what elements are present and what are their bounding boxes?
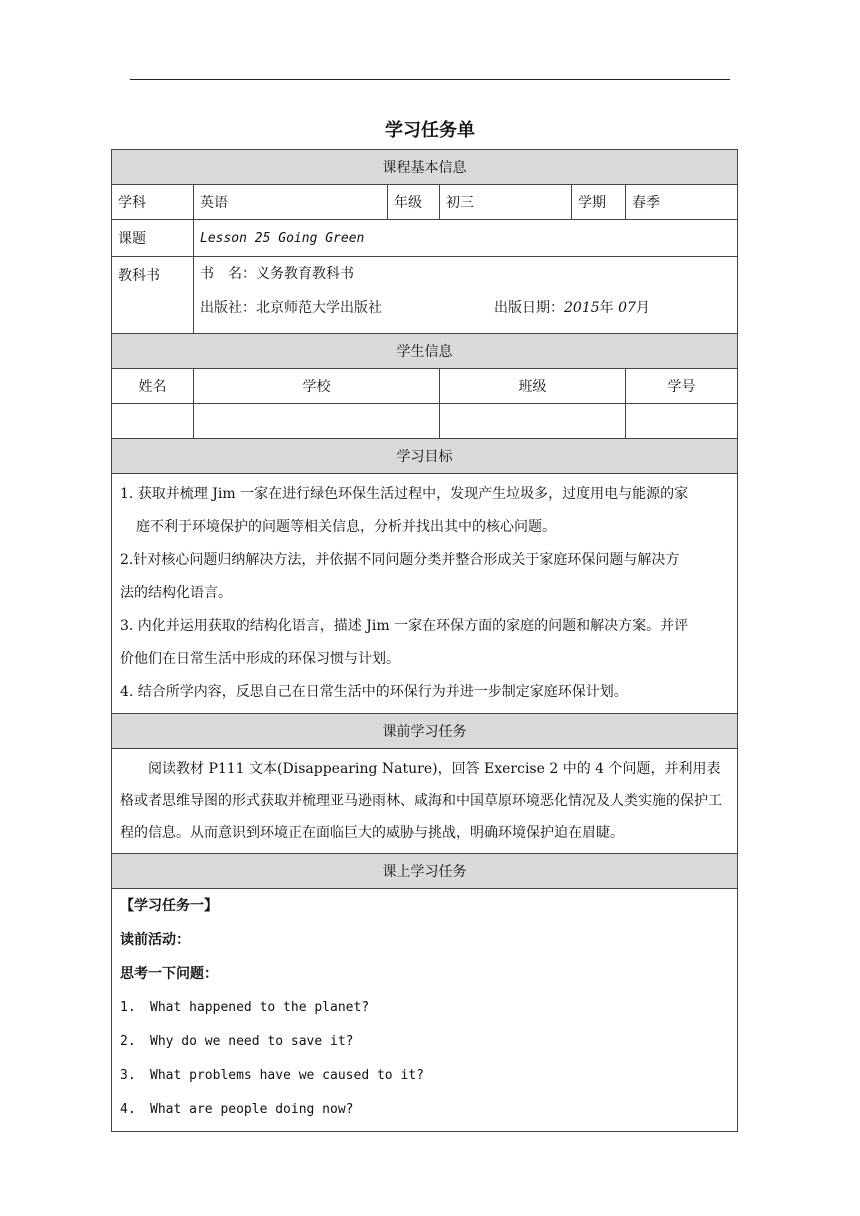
term-value: 春季 (626, 185, 738, 220)
grade-value: 初三 (440, 185, 572, 220)
section-student-info: 学生信息 (112, 334, 738, 369)
pub-date-label: 出版日期： (494, 300, 564, 316)
student-class-field[interactable] (440, 404, 626, 439)
month-unit: 月 (635, 300, 650, 316)
objectives-header-row (112, 439, 738, 474)
publisher: 北京师范大学出版社 (256, 300, 382, 316)
topic-row (112, 220, 738, 257)
publisher-label: 出版社： (200, 300, 256, 316)
topic-label: 课题 (112, 220, 194, 257)
subject-value: 英语 (194, 185, 388, 220)
student-school-header: 学校 (194, 369, 440, 404)
student-id-header: 学号 (626, 369, 738, 404)
pre-reading-label: 读前活动： (120, 932, 190, 948)
objectives-cell (112, 474, 738, 714)
student-school-field[interactable] (194, 404, 440, 439)
in-class-header-row (112, 854, 738, 889)
task-sheet-table (111, 149, 738, 1132)
pre-class-text: 阅读教材 P111 文本(Disappearing Nature)，回答 Exercise 2 中的 4 个问题，并利用表格或者思维导图的形式获取并梳理亚马逊雨林、咸海和中国草原环境恶化情况及人类实施的保护工程的信息。从而意识到环境正在面临巨大的威胁与挑战，明确环境保护迫在眉睫。 (120, 761, 722, 841)
textbook-details (194, 257, 738, 334)
book-name-line (200, 265, 731, 299)
question-item: 3. What problems have we caused to it? (120, 1068, 424, 1083)
section-in-class: 课上学习任务 (112, 854, 738, 889)
student-entry-row (112, 404, 738, 439)
pub-year: 2015 (564, 300, 600, 316)
objective-4: 4. 结合所学内容，反思自己在日常生活中的环保行为并进一步制定家庭环保计划。 (120, 684, 628, 700)
book-name: 义务教育教科书 (256, 266, 354, 282)
in-class-cell (112, 889, 738, 1132)
section-pre-class: 课前学习任务 (112, 714, 738, 749)
term-label: 学期 (572, 185, 626, 220)
pre-class-cell (112, 749, 738, 854)
publisher-line (200, 299, 731, 333)
publication-date (494, 299, 650, 317)
grade-label: 年级 (388, 185, 440, 220)
student-info-header-row (112, 334, 738, 369)
section-course-info: 课程基本信息 (112, 150, 738, 185)
in-class-row (112, 889, 738, 1132)
student-id-field[interactable] (626, 404, 738, 439)
objective-1: 1. 获取并梳理 Jim 一家在进行绿色环保生活过程中，发现产生垃圾多，过度用电与能源的家 庭不利于环境保护的问题等相关信息，分析并找出其中的核心问题。 (120, 486, 689, 535)
objective-2: 2.针对核心问题归纳解决方法，并依据不同问题分类并整合形成关于家庭环保问题与解决方 法的结构化语言。 (120, 552, 680, 601)
think-prompt: 思考一下问题： (120, 966, 218, 982)
year-unit: 年 (599, 300, 614, 316)
objectives-row (112, 474, 738, 714)
student-header-row (112, 369, 738, 404)
header-rule (130, 79, 730, 80)
section-objectives: 学习目标 (112, 439, 738, 474)
document-title: 学习任务单 (385, 120, 475, 141)
task-title: 【学习任务一】 (120, 898, 218, 914)
textbook-label: 教科书 (112, 257, 194, 334)
subject-label: 学科 (112, 185, 194, 220)
textbook-row (112, 257, 738, 334)
question-item: 4. What are people doing now? (120, 1102, 354, 1117)
book-name-label: 书 名： (200, 266, 256, 282)
pub-month: 07 (618, 300, 636, 316)
question-item: 1. What happened to the planet? (120, 1000, 370, 1015)
student-name-field[interactable] (112, 404, 194, 439)
topic-value: Lesson 25 Going Green (194, 220, 738, 257)
subject-row (112, 185, 738, 220)
student-name-header: 姓名 (112, 369, 194, 404)
objective-3: 3. 内化并运用获取的结构化语言，描述 Jim 一家在环保方面的家庭的问题和解决方案。并评 价他们在日常生活中形成的环保习惯与计划。 (120, 618, 689, 667)
course-info-header-row (112, 150, 738, 185)
student-class-header: 班级 (440, 369, 626, 404)
pre-class-row (112, 749, 738, 854)
pre-class-header-row (112, 714, 738, 749)
question-item: 2. Why do we need to save it? (120, 1034, 354, 1049)
